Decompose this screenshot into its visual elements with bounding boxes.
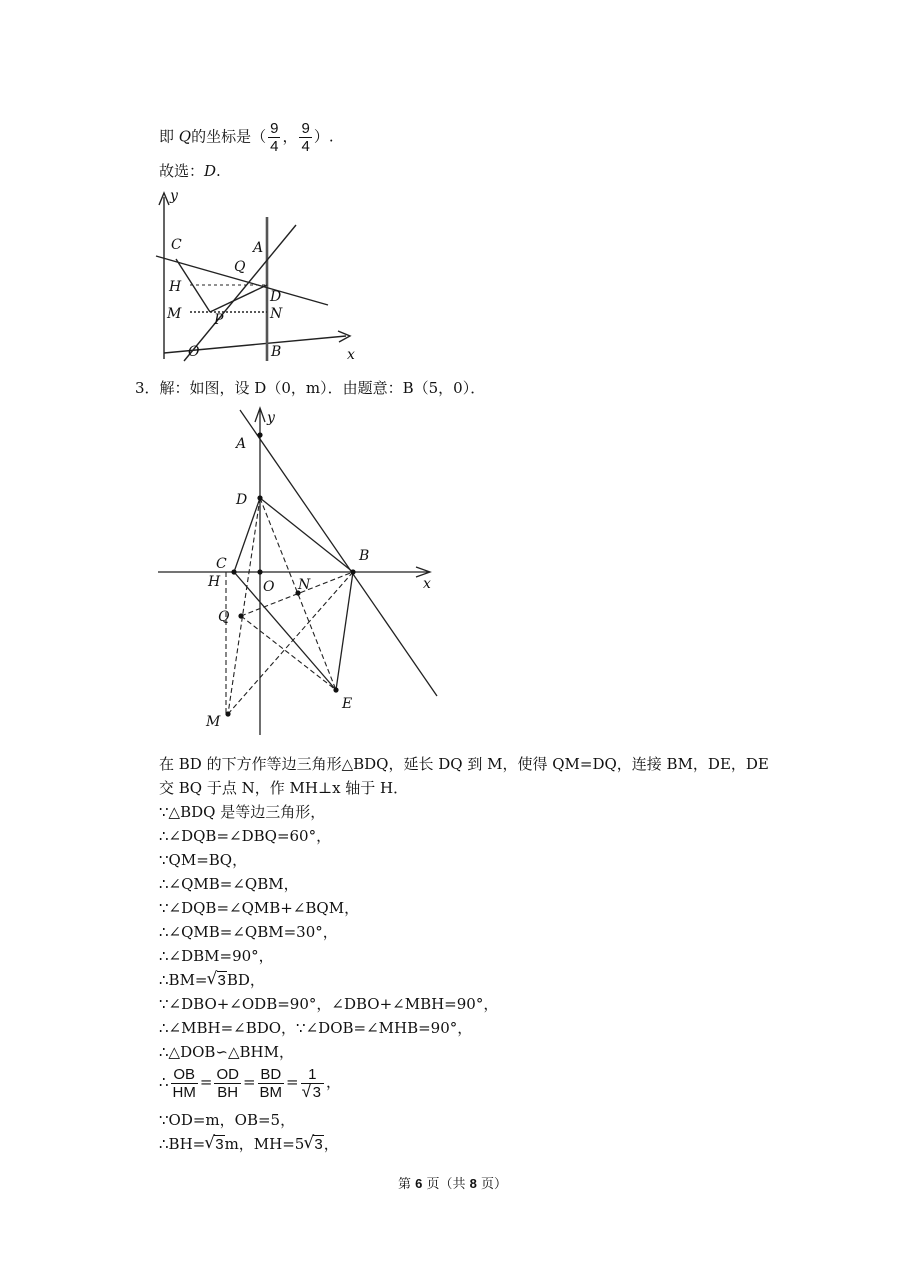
fraction-1-sqrt3: 1 √ 3	[301, 1066, 324, 1101]
fraction-od-bh: $\frac{OD}{BH}$	[216, 1065, 239, 1101]
point-m	[225, 711, 230, 716]
sqrt-3: √ 3	[304, 1134, 323, 1155]
var-q: Q	[178, 127, 192, 146]
label-c: C	[216, 556, 227, 572]
problem-3-intro	[135, 378, 485, 398]
text: ，	[282, 127, 298, 146]
bh-line: ∴BH=√ 3m，MH=5√ 3，	[159, 1134, 339, 1155]
segment-ce	[234, 572, 336, 690]
step-line-6: ∴∠QMB=∠QBM，	[159, 875, 299, 893]
point-d	[257, 495, 262, 500]
step-line-2: 交 BQ 于点 N，作 MH⊥x 轴于 H．	[159, 779, 409, 797]
label-x: x	[423, 576, 431, 592]
label-y: y	[267, 410, 275, 426]
fraction-x: $\frac{9}{4}$	[270, 120, 279, 155]
sqrt-3: √ 3	[208, 970, 227, 991]
text: 的坐标是（	[191, 127, 267, 146]
sqrt-3: √ 3	[205, 1134, 224, 1155]
page-number: 6	[415, 1176, 423, 1191]
segment-db	[260, 498, 353, 572]
label-e: E	[342, 696, 353, 712]
label-b: B	[359, 548, 370, 564]
line-ab	[240, 410, 437, 696]
label-m: M	[167, 306, 182, 322]
step-line-3: ∵△BDQ 是等边三角形，	[159, 803, 326, 821]
step-line-7: ∵∠DQB=∠QMB+∠BQM，	[159, 899, 360, 917]
segment-pd	[210, 285, 267, 312]
dashed-mb	[228, 572, 353, 714]
step-line-8: ∴∠QMB=∠QBM=30°，	[159, 923, 338, 941]
label-p: P	[214, 312, 224, 328]
answer-line	[159, 161, 221, 181]
step-line-11: ∵∠DBO+∠ODB=90°，∠DBO+∠MBH=90°，	[159, 995, 499, 1013]
step-line-12: ∴∠MBH=∠BDO，∵∠DOB=∠MHB=90°，	[159, 1019, 473, 1037]
dashed-dm	[228, 498, 260, 714]
page-footer: 第 6 页（共 8 页）	[397, 1176, 507, 1192]
step-line-13: ∴△DOB∽△BHM，	[159, 1043, 294, 1061]
label-b: B	[271, 344, 282, 360]
label-n: N	[270, 306, 283, 322]
label-m: M	[206, 714, 221, 730]
label-y: y	[170, 188, 178, 204]
text: 故选：	[159, 162, 205, 180]
label-d: D	[270, 289, 282, 305]
point-a	[257, 432, 262, 437]
step-line-5: ∵QM=BQ，	[159, 851, 248, 869]
step-line-9: ∴∠DBM=90°，	[159, 947, 274, 965]
point-b	[350, 569, 355, 574]
label-h: H	[169, 279, 182, 295]
step-line-4: ∴∠DQB=∠DBQ=60°，	[159, 827, 332, 845]
point-c	[231, 569, 236, 574]
label-n: N	[298, 577, 311, 593]
text: ）.	[313, 127, 334, 146]
label-q: Q	[234, 259, 246, 275]
answer-var: D	[204, 162, 217, 180]
figure-1-coordinate-diagram	[150, 185, 365, 365]
ratio-line: ∴ $\frac{OB}{HM}$ = $\frac{OD}{BH}$ = $\frac{BD}{BM}$ = 1 √ 3 ，	[159, 1064, 341, 1101]
text: 即	[159, 127, 175, 146]
label-d: D	[236, 492, 248, 508]
fraction-bd-bm: $\frac{BD}{BM}$	[259, 1065, 283, 1101]
step-line-1: 在 BD 的下方作等边三角形△BDQ，延长 DQ 到 M，使得 QM=DQ，连接 BM，DE，DE	[159, 755, 769, 773]
step-line-bm: ∴BM=√ 3BD，	[159, 970, 265, 991]
total-pages: 8	[469, 1176, 477, 1191]
label-x: x	[347, 347, 355, 363]
label-h: H	[208, 574, 221, 590]
point-e	[333, 687, 338, 692]
label-o: O	[188, 344, 200, 360]
label-a: A	[236, 436, 247, 452]
dashed-qe	[241, 616, 336, 690]
label-q: Q	[218, 609, 230, 625]
point-o	[257, 569, 262, 574]
q-coordinate-line	[159, 120, 334, 155]
intro-text: 3．解：如图，设 D（0，m）．由题意：B（5，0）．	[135, 379, 486, 397]
label-c: C	[171, 237, 182, 253]
fraction-y: $\frac{9}{4}$	[301, 120, 310, 155]
fraction-ob-hm: $\frac{OB}{HM}$	[172, 1065, 196, 1101]
label-a: A	[253, 240, 264, 256]
point-q	[238, 613, 243, 618]
segment-cd	[234, 498, 260, 572]
segment-be	[336, 572, 353, 690]
figure-2-equilateral-diagram	[150, 400, 450, 740]
text: .	[216, 162, 221, 180]
od-line: ∵OD=m，OB=5，	[159, 1111, 296, 1129]
label-o: O	[263, 579, 275, 595]
